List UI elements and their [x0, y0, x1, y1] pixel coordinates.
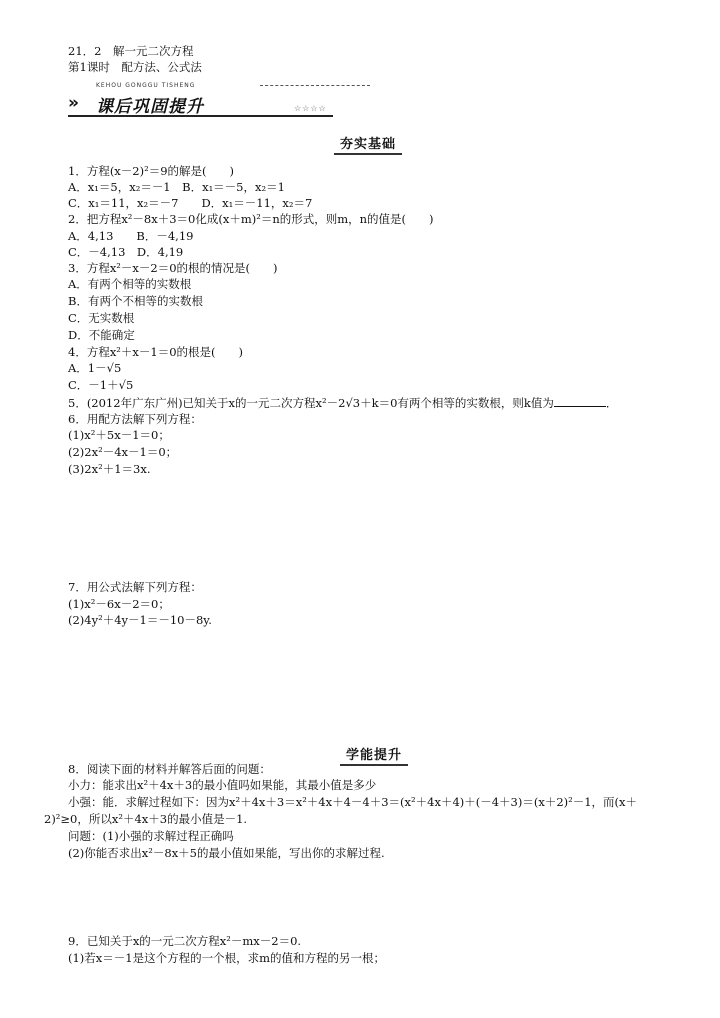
q8-line-1: 小力：能求出x²＋4x＋3的最小值吗如果能，其最小值是多少	[68, 778, 377, 792]
star-rating: ☆☆☆☆	[294, 104, 327, 113]
q1-options-ab: A．x₁＝5，x₂＝－1 B．x₁＝－5，x₂＝1	[68, 180, 285, 194]
section-basic-heading: 夯实基础	[334, 132, 402, 155]
answer-blank	[554, 397, 606, 407]
question-1: 1．方程(x－2)²＝9的解是( )	[68, 164, 234, 178]
q8-line-5: (2)你能否求出x²－8x＋5的最小值如果能，写出你的求解过程.	[68, 846, 385, 860]
q8-line-3: 2)²≥0，所以x²＋4x＋3的最小值是－1.	[44, 812, 248, 826]
q5-end: ．	[605, 396, 618, 410]
banner	[68, 82, 333, 116]
q3-option-d: D．不能确定	[68, 328, 135, 342]
q3-option-a: A．有两个相等的实数根	[68, 277, 192, 291]
q3-option-c: C．无实数根	[68, 311, 135, 325]
q7-part-2: (2)4y²＋4y－1＝－10－8y.	[68, 613, 212, 627]
question-5	[68, 396, 617, 411]
banner-dash-line	[260, 85, 370, 86]
q4-option-c: C．－1＋√5	[68, 378, 134, 392]
question-4: 4．方程x²＋x－1＝0的根是( )	[68, 345, 244, 359]
q9-part-1: (1)若x＝－1是这个方程的一个根，求m的值和方程的另一根；	[68, 951, 385, 965]
section-advanced-heading: 学能提升	[340, 743, 408, 766]
q2-options-cd: C．－4,13 D．4,19	[68, 245, 184, 259]
q6-part-1: (1)x²＋5x－1＝0；	[68, 428, 170, 442]
banner-pinyin: KEHOU GONGGU TISHENG	[96, 82, 196, 89]
chevron-icon: »	[68, 93, 79, 113]
q7-part-1: (1)x²－6x－2＝0；	[68, 597, 170, 611]
question-7: 7．用公式法解下列方程：	[68, 580, 202, 594]
q3-option-b: B．有两个不相等的实数根	[68, 294, 203, 308]
banner-title: 课后巩固提升	[96, 97, 204, 117]
banner-underline	[68, 115, 333, 117]
question-9: 9．已知关于x的一元二次方程x²－mx－2＝0.	[68, 934, 302, 948]
question-3: 3．方程x²－x－2＝0的根的情况是( )	[68, 261, 278, 275]
section-number: 21．2 解一元二次方程	[68, 44, 194, 58]
q4-option-a: A．1－√5	[68, 361, 122, 375]
q8-line-2: 小强：能．求解过程如下：因为x²＋4x＋3＝x²＋4x＋4－4＋3＝(x²＋4x＋4)＋(－4＋3)＝(x＋2)²－1，而(x＋	[68, 795, 638, 809]
q6-part-2: (2)2x²－4x－1＝0；	[68, 445, 178, 459]
question-6: 6．用配方法解下列方程：	[68, 412, 202, 426]
q2-options-ab: A．4,13 B．－4,19	[68, 229, 194, 243]
q5-text: 5．(2012年广东广州)已知关于x的一元二次方程x²－2√3＋k＝0有两个相等的实数根，则k值为	[68, 396, 554, 410]
question-2: 2．把方程x²－8x＋3＝0化成(x＋m)²＝n的形式，则m，n的值是( )	[68, 212, 434, 226]
q1-options-cd: C．x₁＝11，x₂＝－7 D．x₁＝－11，x₂＝7	[68, 196, 313, 210]
q6-part-3: (3)2x²＋1＝3x.	[68, 462, 151, 476]
q8-line-4: 问题：(1)小强的求解过程正确吗	[68, 829, 234, 843]
lesson-title: 第1课时 配方法、公式法	[68, 60, 202, 74]
question-8: 8．阅读下面的材料并解答后面的问题：	[68, 762, 271, 776]
